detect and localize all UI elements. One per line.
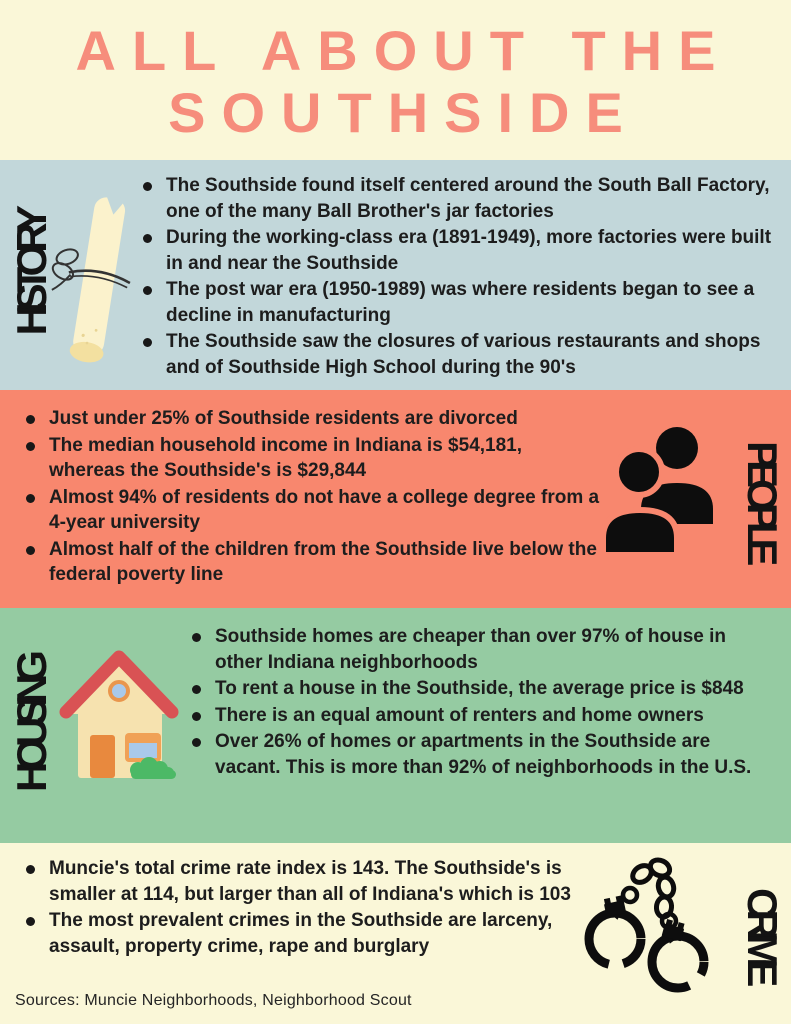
bullet-dot xyxy=(192,738,201,747)
section-label-people: PEOPLE xyxy=(739,440,786,558)
bullet-dot xyxy=(143,286,152,295)
handcuffs-icon xyxy=(578,851,728,1019)
title-line-2: SOUTHSIDE xyxy=(168,81,639,144)
bullet-text: During the working-class era (1891-1949), more factories were built in and near the Southside xyxy=(166,227,772,274)
bullet-text: There is an equal amount of renters and home owners xyxy=(215,704,704,726)
bullet-dot xyxy=(143,234,152,243)
list-item xyxy=(192,676,778,702)
bullet-dot xyxy=(192,685,201,694)
list-item xyxy=(143,173,777,224)
bullet-text: The Southside found itself centered around the South Ball Factory, one of the many Ball Brother's jar factories xyxy=(166,175,770,222)
list-item xyxy=(192,729,778,780)
people-icon xyxy=(596,423,718,558)
bullet-text: Just under 25% of Southside residents are divorced xyxy=(49,408,518,429)
bullet-dot xyxy=(26,917,35,926)
bullet-text: Almost half of the children from the Southside live below the federal poverty line xyxy=(49,538,597,585)
section-label-history: HISTORY xyxy=(8,214,55,336)
bullet-text: The Southside saw the closures of various restaurants and shops and of Southside High School during the 90's xyxy=(166,331,761,378)
section-label-crime: CRIME xyxy=(739,888,786,979)
bullet-text: The median household income in Indiana is $54,181, whereas the Southside's is $29,844 xyxy=(49,434,523,481)
bullet-text: The post war era (1950-1989) was where residents began to see a decline in manufacturing xyxy=(166,279,755,326)
bullet-dot xyxy=(26,442,35,451)
bullet-dot xyxy=(143,182,152,191)
bullet-dot xyxy=(192,712,201,721)
list-item xyxy=(26,433,602,484)
house-icon xyxy=(56,638,182,798)
list-item xyxy=(26,537,602,588)
bullet-dot xyxy=(143,338,152,347)
sources-line: Sources: Muncie Neighborhoods, Neighborhood Scout xyxy=(15,992,412,1009)
crime-bullet-list xyxy=(26,856,572,960)
history-bullet-list xyxy=(143,173,777,381)
bullet-dot xyxy=(26,865,35,874)
bullet-dot xyxy=(26,494,35,503)
title-line-1: ALL ABOUT THE xyxy=(75,19,732,82)
bullet-text: Muncie's total crime rate index is 143. The Southside's is smaller at 114, but larger than all of Indiana's which is 103 xyxy=(49,858,571,905)
list-item xyxy=(26,406,602,432)
bullet-dot xyxy=(26,546,35,555)
people-bullet-list xyxy=(26,406,602,589)
page-title xyxy=(0,0,791,160)
list-item xyxy=(143,329,777,380)
section-people xyxy=(0,390,791,608)
section-label-housing: HOUSING xyxy=(8,658,55,792)
bullet-dot xyxy=(192,633,201,642)
list-item xyxy=(26,485,602,536)
section-housing xyxy=(0,608,791,843)
bullet-dot xyxy=(26,415,35,424)
bullet-text: Over 26% of homes or apartments in the Southside are vacant. This is more than 92% of neighborhoods in the U.S. xyxy=(215,731,752,778)
list-item xyxy=(143,277,777,328)
bullet-text: The most prevalent crimes in the Southside are larceny, assault, property crime, rape and burglary xyxy=(49,910,553,957)
section-history xyxy=(0,160,791,390)
bullet-text: To rent a house in the Southside, the average price is $848 xyxy=(215,678,744,699)
bullet-text: Southside homes are cheaper than over 97% of house in other Indiana neighborhoods xyxy=(215,626,727,673)
list-item xyxy=(143,225,777,276)
housing-bullet-list xyxy=(192,624,778,781)
list-item xyxy=(26,908,572,959)
bullet-text: Almost 94% of residents do not have a college degree from a 4-year university xyxy=(49,486,600,533)
list-item xyxy=(26,856,572,907)
list-item xyxy=(192,703,778,729)
list-item xyxy=(192,624,778,675)
